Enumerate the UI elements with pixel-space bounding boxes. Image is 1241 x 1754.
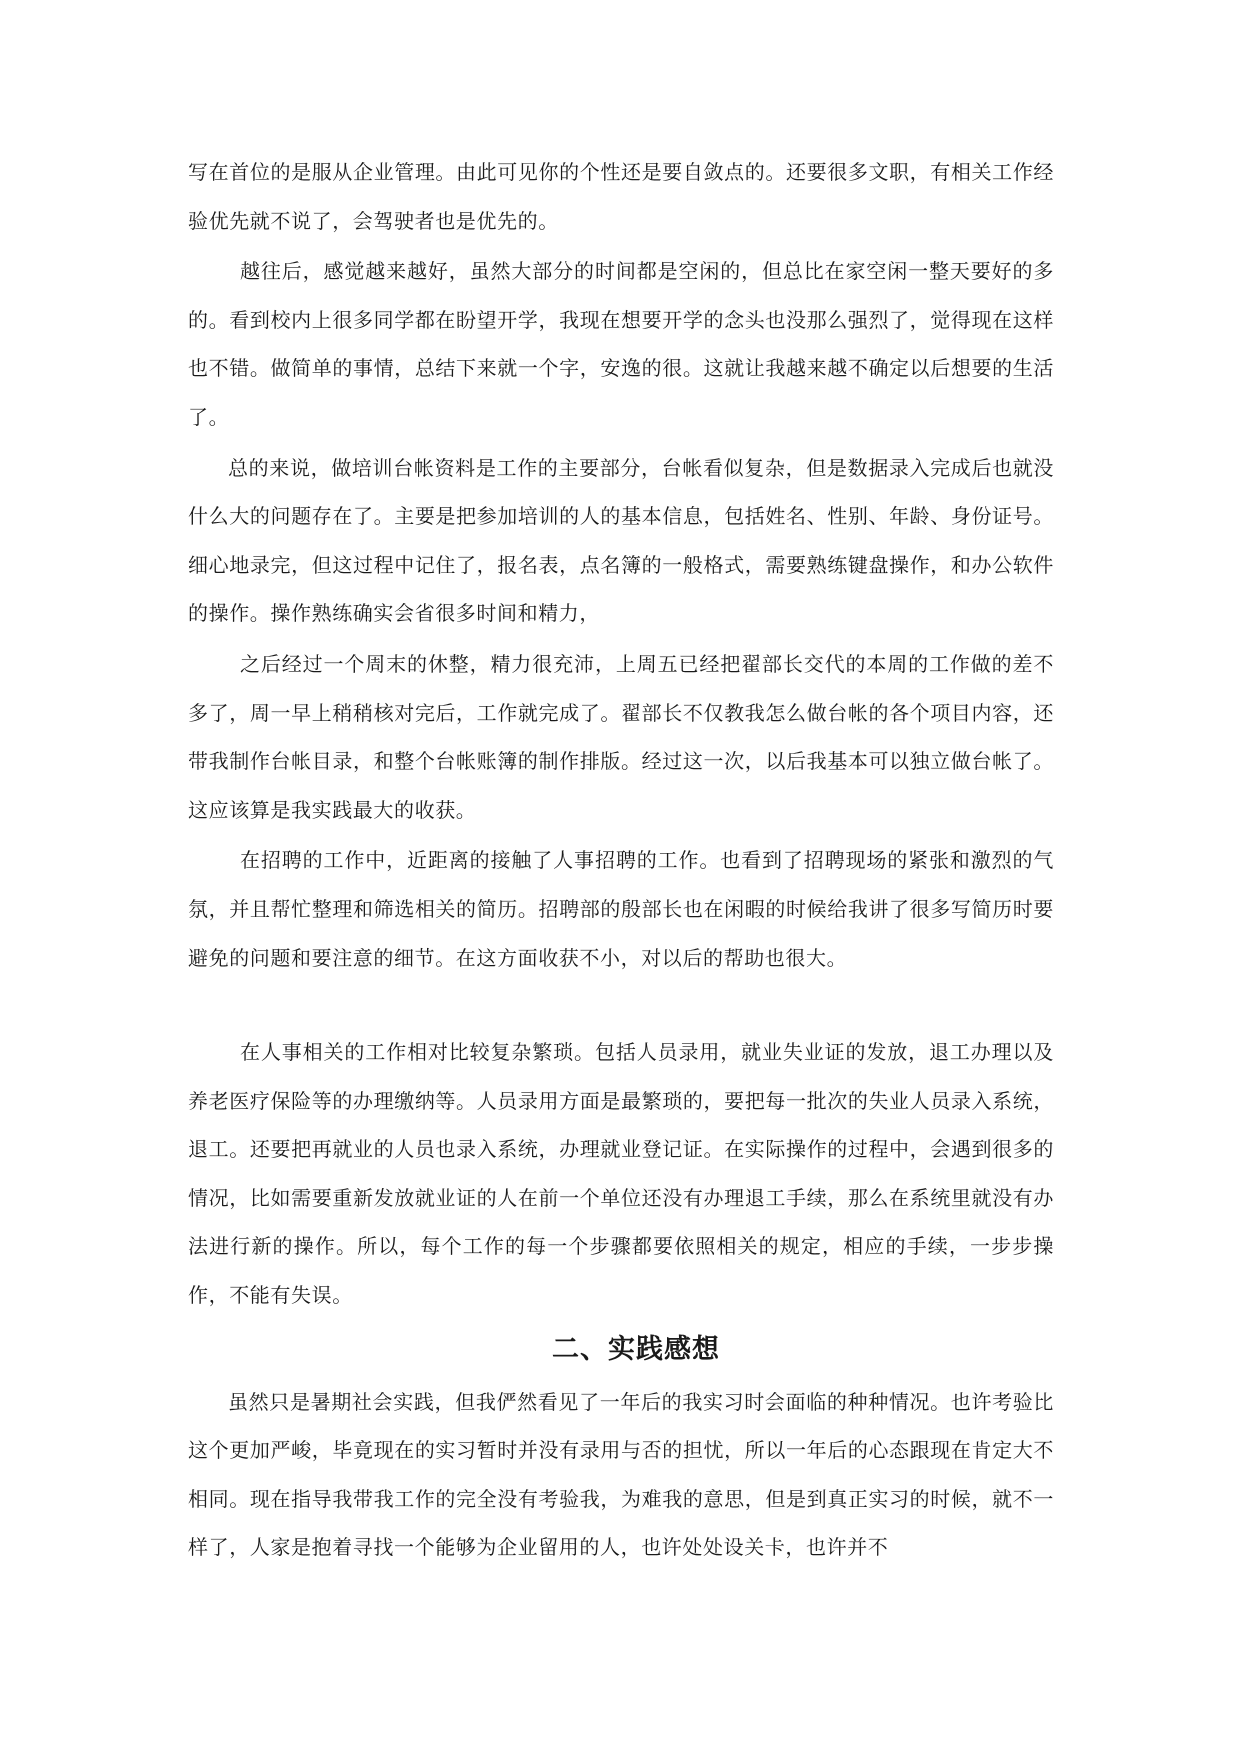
paragraph: 总的来说，做培训台帐资料是工作的主要部分，台帐看似复杂，但是数据录入完成后也就没什么大的问题存在了。主要是把参加培训的人的基本信息，包括姓名、性别、年龄、身份证号。细心地录完，但这过程中记住了，报名表，点名簿的一般格式，需要熟练键盘操作，和办公软件的操作。操作熟练确实会省很多时间和精力， <box>188 455 1054 626</box>
paragraph: 之后经过一个周末的休整，精力很充沛，上周五已经把翟部长交代的本周的工作做的差不多了，周一早上稍稍核对完后，工作就完成了。翟部长不仅教我怎么做台帐的各个项目内容，还带我制作台帐目录，和整个台帐账簿的制作排版。经过这一次，以后我基本可以独立做台帐了。这应该算是我实践最大的收获。 <box>188 651 1054 822</box>
paragraph: 在人事相关的工作相对比较复杂繁琐。包括人员录用，就业失业证的发放，退工办理以及养老医疗保险等的办理缴纳等。人员录用方面是最繁琐的，要把每一批次的失业人员录入系统，退工。还要把再就业的人员也录入系统，办理就业登记证。在实际操作的过程中，会遇到很多的情况，比如需要重新发放就业证的人在前一个单位还没有办理退工手续，那么在系统里就没有办法进行新的操作。所以，每个工作的每一个步骤都要依照相关的规定，相应的手续，一步步操作，不能有失误。 <box>188 1040 1054 1308</box>
section-heading: 二、实践感想 <box>552 1333 720 1365</box>
paragraph: 越往后，感觉越来越好，虽然大部分的时间都是空闲的，但总比在家空闲一整天要好的多的。看到校内上很多同学都在盼望开学，我现在想要开学的念头也没那么强烈了，觉得现在这样也不错。做简单的事情，总结下来就一个字，安逸的很。这就让我越来越不确定以后想要的生活了。 <box>188 259 1054 429</box>
document-body <box>188 148 1054 1572</box>
paragraph: 虽然只是暑期社会实践，但我俨然看见了一年后的我实习时会面临的种种情况。也许考验比这个更加严峻，毕竟现在的实习暂时并没有录用与否的担忧，所以一年后的心态跟现在肯定大不相同。现在指导我带我工作的完全没有考验我，为难我的意思，但是到真正实习的时候，就不一样了，人家是抱着寻找一个能够为企业留用的人，也许处处设关卡，也许并不 <box>188 1389 1054 1560</box>
paragraph: 写在首位的是服从企业管理。由此可见你的个性还是要自敛点的。还要很多文职，有相关工作经验优先就不说了，会驾驶者也是优先的。 <box>188 160 1054 233</box>
paragraph: 在招聘的工作中，近距离的接触了人事招聘的工作。也看到了招聘现场的紧张和激烈的气氛，并且帮忙整理和筛选相关的简历。招聘部的殷部长也在闲暇的时候给我讲了很多写简历时要避免的问题和要注意的细节。在这方面收获不小，对以后的帮助也很大。 <box>188 848 1054 970</box>
